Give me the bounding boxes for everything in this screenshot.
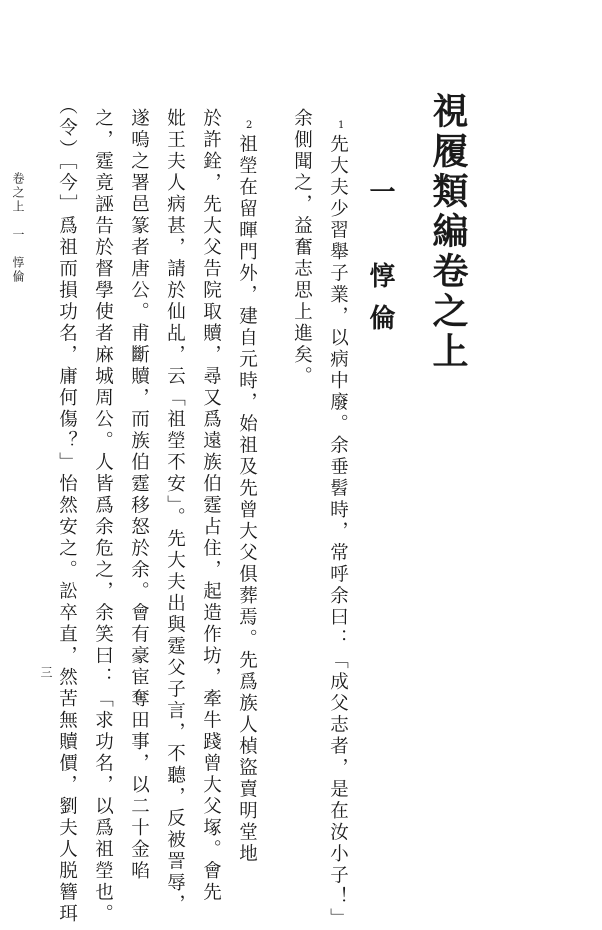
paragraph-line: 祖塋在留暉門外，建自元時，始祖及先曾大父俱葬焉。先爲族人楨盜賣明堂地 (236, 134, 258, 865)
paragraph-line: 於許銓，先大父告院取贖，尋又爲遠族伯霆占住，起造作坊，牽牛踐曾大父塚。會先 (200, 108, 222, 904)
section-heading: 一 惇倫 (365, 178, 395, 346)
paragraph-line: 余側聞之，益奮志思上進矣。 (291, 108, 313, 388)
paragraph-line: 妣王夫人病甚，請於仙乩，云「祖塋不安」。先大夫出與霆父子言，不聽，反被詈辱， (164, 108, 186, 916)
paragraph-line: 之，霆竟誣告於督學使者麻城周公。人皆爲余危之，余笑曰：「求功名，以爲祖塋也。 (92, 108, 114, 925)
book-title: 視履類編卷之上 (427, 92, 469, 372)
paragraph-number: 2 (246, 120, 253, 131)
paragraph-line: 遂嗚之署邑篆者唐公。甫斷贖，而族伯霆移怒於余。會有豪宦奪田事，以二十金啗 (128, 108, 150, 882)
paragraph-line: 先大夫少習舉子業，以病中廢。余垂髫時，常呼余曰：「成父志者，是在汝小子！」 (327, 134, 349, 930)
paragraph-number: 1 (338, 120, 345, 131)
running-head: 卷之上 一 惇倫 (11, 172, 25, 284)
page-number: 三 (39, 666, 53, 678)
paragraph-line: （令）［今］爲祖而損功名，庸何傷？」怡然安之。訟卒直，然苦無贖價，劉夫人脱簪珥 (56, 96, 78, 926)
